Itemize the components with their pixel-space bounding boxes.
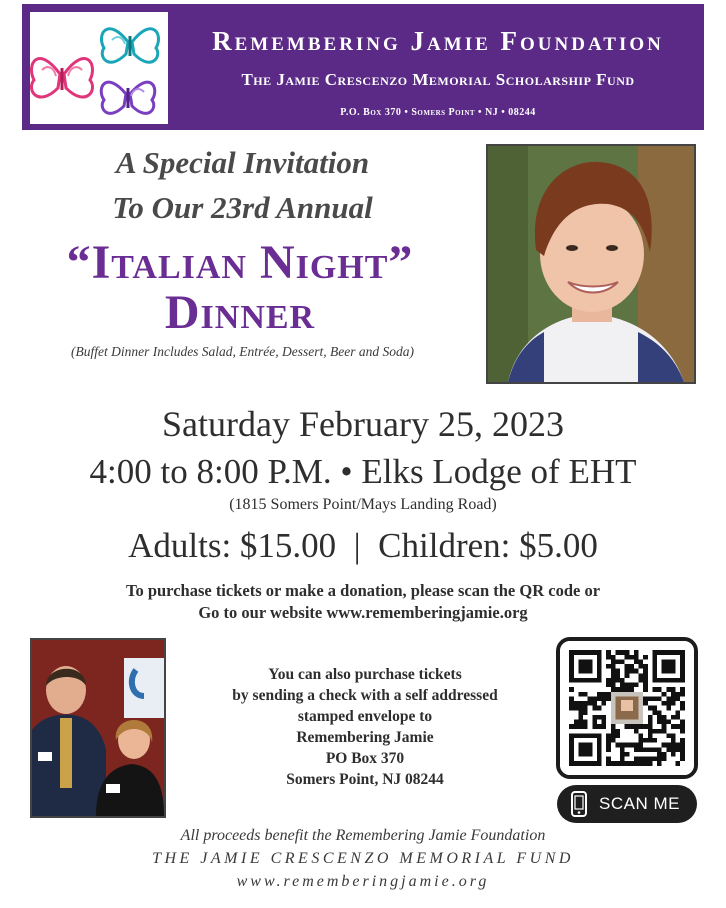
venue-address: (1815 Somers Point/Mays Landing Road) bbox=[229, 496, 497, 513]
invitation-heading bbox=[30, 140, 455, 230]
butterflies-icon bbox=[30, 12, 168, 124]
foundation-title: Remembering Jamie Foundation bbox=[212, 26, 664, 56]
event-date: Saturday February 25, 2023 bbox=[162, 404, 564, 444]
buffet-note: (Buffet Dinner Includes Salad, Entrée, Dessert, Beer and Soda) bbox=[70, 344, 415, 359]
footer-website[interactable]: www.rememberingjamie.org bbox=[236, 873, 490, 890]
mail-line-2: by sending a check with a self addressed bbox=[232, 687, 498, 704]
qr-code[interactable] bbox=[556, 637, 698, 779]
foundation-address: P.O. Box 370 • Somers Point • NJ • 08244 bbox=[340, 107, 536, 118]
event-name-line-1: “Italian Night” bbox=[66, 236, 414, 289]
footer-proceeds: All proceeds benefit the Remembering Jamie Foundation bbox=[180, 827, 546, 844]
footer-fund-name: THE JAMIE CRESCENZO MEMORIAL FUND bbox=[152, 850, 574, 867]
purchase-line-2: Go to our website www.rememberingjamie.org bbox=[198, 603, 528, 622]
ticket-prices bbox=[0, 524, 726, 568]
mail-line-4: Remembering Jamie bbox=[296, 729, 434, 746]
event-name bbox=[20, 238, 460, 338]
purchase-line-1: To purchase tickets or make a donation, please scan the QR code or bbox=[125, 581, 601, 600]
invitation-line-1: A Special Invitation bbox=[115, 145, 370, 180]
scan-me-label: SCAN ME bbox=[599, 794, 680, 813]
couple-photo-illustration bbox=[32, 640, 164, 816]
ticket-prices-text: Adults: $15.00 | Children: $5.00 bbox=[128, 526, 598, 565]
butterflies-logo bbox=[30, 12, 168, 124]
event-name-line-2: Dinner bbox=[164, 286, 316, 339]
fund-subtitle: The Jamie Crescenzo Memorial Scholarship Fund bbox=[241, 70, 635, 89]
event-time-venue: 4:00 to 8:00 P.M. • Elks Lodge of EHT bbox=[89, 452, 637, 491]
invitation-line-2: To Our 23rd Annual bbox=[112, 190, 373, 225]
mail-line-6: Somers Point, NJ 08244 bbox=[286, 771, 444, 788]
scan-me-badge[interactable] bbox=[557, 785, 697, 823]
mail-line-5: PO Box 370 bbox=[325, 750, 405, 767]
mail-line-3: stamped envelope to bbox=[297, 708, 433, 725]
portrait-photo-illustration bbox=[488, 146, 694, 382]
header-banner bbox=[22, 4, 704, 130]
mail-in-instructions bbox=[196, 664, 534, 790]
mail-line-1: You can also purchase tickets bbox=[268, 666, 462, 683]
purchase-instructions bbox=[40, 580, 686, 624]
phone-icon bbox=[567, 791, 591, 817]
couple-photo bbox=[30, 638, 166, 818]
jamie-portrait-photo bbox=[486, 144, 696, 384]
qr-code-graphic bbox=[560, 641, 694, 775]
